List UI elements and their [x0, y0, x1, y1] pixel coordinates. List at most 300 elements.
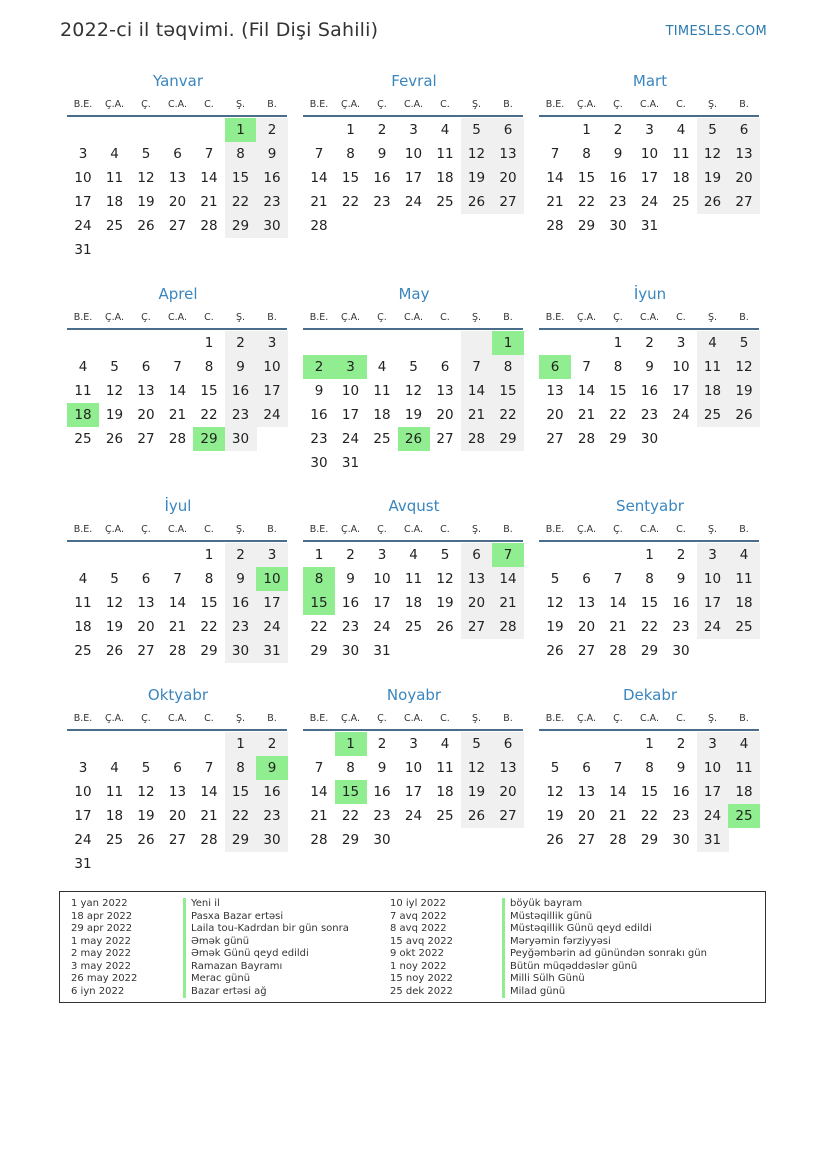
day-cell: 13: [492, 756, 524, 780]
day-cell: 22: [200, 407, 218, 423]
weekday-header: C.A.: [167, 99, 187, 110]
day-cell: 17: [256, 591, 288, 615]
day-cell: 29: [609, 431, 627, 447]
day-cell: 18: [404, 595, 423, 611]
day-cell: 12: [436, 571, 454, 587]
day-cell: 18: [697, 379, 729, 403]
weekday-header: Ş.: [471, 524, 482, 535]
day-cell: 15: [335, 780, 367, 804]
day-cell: 7: [173, 359, 182, 375]
day-cell: 1: [225, 118, 257, 142]
day-cell: 9: [225, 355, 257, 379]
weekday-header: B.E.: [545, 99, 565, 110]
weekday-header: B.E.: [309, 524, 329, 535]
day-cell: 28: [200, 832, 218, 848]
day-cell: 16: [609, 170, 627, 186]
day-cell: 14: [168, 383, 187, 399]
day-cell: 11: [728, 567, 760, 591]
holiday-name: böyük bayram: [502, 898, 582, 911]
weekday-header: Ş.: [235, 99, 246, 110]
day-cell: 31: [256, 639, 288, 663]
day-cell: 2: [256, 118, 288, 142]
weekday-header: C.: [676, 524, 686, 535]
day-cell: 13: [728, 142, 760, 166]
day-cell: 25: [74, 431, 92, 447]
day-cell: 23: [225, 403, 257, 427]
day-cell: 30: [640, 431, 659, 447]
weekday-header: B.: [739, 524, 749, 535]
day-cell: 15: [225, 166, 257, 190]
day-cell: 26: [105, 431, 124, 447]
month-name: Aprel: [158, 285, 198, 303]
day-cell: 28: [461, 427, 493, 451]
day-cell: 11: [105, 784, 124, 800]
holiday-name: Ramazan Bayramı: [183, 961, 282, 974]
day-cell: 22: [640, 808, 659, 824]
day-cell: 1: [225, 732, 257, 756]
site-link[interactable]: TIMESLES.COM: [665, 24, 767, 39]
weekday-header: B.E.: [73, 99, 93, 110]
day-cell: 10: [404, 146, 423, 162]
day-cell: 24: [74, 218, 92, 234]
header-rule: [539, 729, 759, 731]
day-cell: 25: [728, 615, 760, 639]
weekday-header: Ç.A.: [576, 312, 596, 323]
day-cell: 4: [110, 146, 119, 162]
day-cell: 3: [256, 331, 288, 355]
weekday-header: Ş.: [707, 312, 718, 323]
day-cell: 9: [346, 571, 355, 587]
day-cell: 7: [173, 571, 182, 587]
day-cell: 21: [200, 808, 218, 824]
weekday-header: B.: [503, 524, 513, 535]
weekday-header: Ç.A.: [340, 713, 360, 724]
day-cell: 2: [256, 732, 288, 756]
weekday-header: C.A.: [639, 312, 659, 323]
day-cell: 8: [613, 359, 623, 375]
day-cell: 26: [436, 619, 454, 635]
weekday-header: Ç.: [377, 99, 387, 110]
day-cell: 27: [168, 832, 187, 848]
day-cell: 7: [613, 571, 623, 587]
day-cell: 2: [377, 736, 387, 752]
day-cell: 30: [256, 828, 288, 852]
day-cell: 8: [645, 571, 654, 587]
day-cell: 5: [440, 547, 450, 563]
day-cell: 3: [377, 547, 387, 563]
day-cell: 5: [550, 760, 560, 776]
day-cell: 18: [74, 619, 92, 635]
day-cell: 16: [256, 780, 288, 804]
day-cell: 28: [168, 431, 187, 447]
day-cell: 23: [672, 619, 690, 635]
day-cell: 19: [105, 407, 124, 423]
day-cell: 5: [461, 732, 493, 756]
day-cell: 6: [492, 732, 524, 756]
day-cell: 22: [577, 194, 596, 210]
day-cell: 26: [105, 643, 124, 659]
day-cell: 24: [404, 808, 423, 824]
day-cell: 26: [546, 832, 564, 848]
day-cell: 4: [110, 760, 119, 776]
day-cell: 4: [440, 122, 450, 138]
day-cell: 30: [672, 832, 690, 848]
day-cell: 6: [728, 118, 760, 142]
month-avqust: [303, 497, 525, 697]
weekday-header: Ç.: [613, 312, 623, 323]
day-cell: 19: [137, 194, 155, 210]
weekday-header: Ç.: [377, 312, 387, 323]
day-cell: 8: [346, 760, 355, 776]
day-cell: 31: [697, 828, 729, 852]
weekday-header: C.A.: [167, 312, 187, 323]
holiday-name: Müstəqillik Günü qeyd edildi: [502, 923, 652, 936]
weekday-header: B.E.: [309, 99, 329, 110]
day-cell: 19: [105, 619, 124, 635]
day-cell: 4: [728, 543, 760, 567]
day-cell: 3: [335, 355, 367, 379]
month-fevral: [303, 72, 525, 272]
day-cell: 23: [609, 194, 627, 210]
day-cell: 23: [225, 615, 257, 639]
month-sentyabr: [539, 497, 761, 697]
day-cell: 4: [676, 122, 686, 138]
weekday-header: B.E.: [545, 713, 565, 724]
weekday-header: Ç.: [141, 99, 151, 110]
header-rule: [539, 115, 759, 117]
day-cell: 17: [404, 170, 423, 186]
day-cell: 18: [373, 407, 391, 423]
day-cell: 12: [461, 756, 493, 780]
day-cell: 3: [409, 736, 418, 752]
day-cell: 4: [377, 359, 387, 375]
holiday-date: 9 okt 2022: [390, 948, 444, 959]
day-cell: 4: [409, 547, 418, 563]
day-cell: 16: [256, 166, 288, 190]
day-cell: 13: [168, 784, 187, 800]
day-cell: 9: [676, 760, 686, 776]
holiday-date: 6 iyn 2022: [71, 985, 125, 997]
day-cell: 11: [436, 146, 454, 162]
day-cell: 4: [440, 736, 450, 752]
weekday-header: C.: [204, 524, 214, 535]
day-cell: 14: [310, 170, 328, 186]
day-cell: 21: [461, 403, 493, 427]
holiday-date: 2 may 2022: [71, 948, 131, 959]
day-cell: 20: [436, 407, 454, 423]
weekday-header: Ç.A.: [340, 312, 360, 323]
day-cell: 19: [137, 808, 155, 824]
day-cell: 4: [697, 331, 729, 355]
day-cell: 17: [373, 595, 391, 611]
weekday-header: C.A.: [639, 524, 659, 535]
day-cell: 10: [256, 567, 288, 591]
day-cell: 21: [492, 591, 524, 615]
day-cell: 7: [582, 359, 591, 375]
day-cell: 16: [672, 595, 690, 611]
day-cell: 27: [577, 643, 596, 659]
day-cell: 21: [168, 407, 187, 423]
page-title: 2022-ci il təqvimi. (Fil Dişi Sahili): [60, 19, 379, 41]
day-cell: 4: [78, 359, 88, 375]
day-cell: 20: [137, 619, 155, 635]
weekday-header: C.A.: [639, 99, 659, 110]
day-cell: 27: [492, 190, 524, 214]
holiday-date: 8 avq 2022: [390, 923, 447, 934]
day-cell: 8: [303, 567, 335, 591]
day-cell: 21: [577, 407, 596, 423]
day-cell: 9: [613, 146, 623, 162]
day-cell: 12: [105, 383, 124, 399]
day-cell: 3: [697, 732, 729, 756]
month-dekabr: [539, 686, 761, 886]
day-cell: 21: [609, 619, 627, 635]
day-cell: 8: [492, 355, 524, 379]
day-cell: 25: [728, 804, 760, 828]
weekday-header: Ç.: [377, 524, 387, 535]
weekday-header: Ç.A.: [104, 713, 124, 724]
month-noyabr: [303, 686, 525, 886]
holiday-date: 26 may 2022: [71, 973, 138, 984]
day-cell: 29: [225, 828, 257, 852]
day-cell: 9: [256, 142, 288, 166]
day-cell: 6: [582, 760, 591, 776]
day-cell: 5: [728, 331, 760, 355]
day-cell: 10: [404, 760, 423, 776]
weekday-header: B.: [267, 99, 277, 110]
day-cell: 16: [225, 591, 257, 615]
day-cell: 26: [398, 427, 430, 451]
day-cell: 21: [310, 808, 328, 824]
day-cell: 9: [676, 571, 686, 587]
weekday-header: Ç.: [141, 312, 151, 323]
day-cell: 8: [204, 571, 214, 587]
day-cell: 14: [461, 379, 493, 403]
day-cell: 14: [200, 170, 218, 186]
day-cell: 18: [105, 808, 124, 824]
day-cell: 12: [404, 383, 423, 399]
weekday-header: Ç.A.: [340, 99, 360, 110]
weekday-header: B.: [739, 99, 749, 110]
holiday-date: 25 dek 2022: [390, 985, 453, 997]
month-name: Mart: [632, 72, 668, 90]
weekday-header: C.: [676, 99, 686, 110]
day-cell: 21: [609, 808, 627, 824]
day-cell: 1: [335, 732, 367, 756]
day-cell: 6: [492, 118, 524, 142]
day-cell: 21: [200, 194, 218, 210]
day-cell: 20: [168, 808, 187, 824]
day-cell: 29: [200, 643, 218, 659]
day-cell: 21: [310, 194, 328, 210]
weekday-header: Ş.: [707, 524, 718, 535]
weekday-header: C.A.: [167, 524, 187, 535]
day-cell: 18: [672, 170, 690, 186]
day-cell: 28: [310, 832, 328, 848]
day-cell: 6: [141, 359, 151, 375]
day-cell: 23: [256, 190, 288, 214]
day-cell: 15: [200, 595, 218, 611]
day-cell: 3: [645, 122, 654, 138]
day-cell: 8: [346, 146, 355, 162]
day-cell: 20: [168, 194, 187, 210]
day-cell: 27: [436, 431, 454, 447]
day-cell: 4: [728, 732, 760, 756]
weekday-header: Ç.A.: [576, 524, 596, 535]
day-cell: 20: [728, 166, 760, 190]
weekday-header: C.: [204, 713, 214, 724]
weekday-header: Ç.A.: [104, 312, 124, 323]
holiday-name: Laila tou-Kadrdan bir gün sonra: [183, 923, 349, 936]
weekday-header: B.: [739, 312, 749, 323]
header-rule: [67, 540, 287, 542]
day-cell: 10: [697, 756, 729, 780]
day-cell: 13: [546, 383, 564, 399]
day-cell: 13: [137, 595, 155, 611]
day-cell: 26: [461, 804, 493, 828]
day-cell: 10: [256, 355, 288, 379]
weekday-header: B.E.: [545, 312, 565, 323]
weekday-header: Ç.: [141, 713, 151, 724]
month-name: May: [398, 285, 430, 303]
weekday-header: C.A.: [403, 312, 423, 323]
day-cell: 20: [137, 407, 155, 423]
weekday-header: Ç.A.: [340, 524, 360, 535]
day-cell: 5: [110, 571, 119, 587]
month-mart: [539, 72, 761, 272]
day-cell: 18: [728, 780, 760, 804]
holiday-name: Bütün müqəddəslər günü: [502, 961, 637, 974]
day-cell: 30: [609, 218, 627, 234]
day-cell: 1: [314, 547, 324, 563]
day-cell: 30: [373, 832, 391, 848]
day-cell: 8: [645, 760, 654, 776]
day-cell: 24: [341, 431, 360, 447]
weekday-header: Ç.A.: [104, 99, 124, 110]
day-cell: 14: [609, 595, 627, 611]
day-cell: 15: [200, 383, 218, 399]
day-cell: 7: [204, 760, 214, 776]
day-cell: 3: [676, 335, 686, 351]
day-cell: 24: [697, 804, 729, 828]
weekday-header: B.: [267, 524, 277, 535]
weekday-header: B.E.: [545, 524, 565, 535]
holiday-list: [59, 891, 766, 1003]
day-cell: 6: [440, 359, 450, 375]
month-yanvar: [67, 72, 289, 272]
day-cell: 22: [225, 804, 257, 828]
weekday-header: B.: [267, 713, 277, 724]
month-name: Dekabr: [622, 686, 678, 704]
day-cell: 31: [373, 643, 391, 659]
month-name: İyul: [164, 497, 192, 515]
weekday-header: Ç.A.: [576, 99, 596, 110]
weekday-header: Ş.: [235, 524, 246, 535]
day-cell: 22: [341, 194, 360, 210]
day-cell: 18: [105, 194, 124, 210]
day-cell: 27: [577, 832, 596, 848]
day-cell: 23: [256, 804, 288, 828]
day-cell: 8: [225, 756, 257, 780]
day-cell: 17: [672, 383, 690, 399]
header-rule: [539, 540, 759, 542]
day-cell: 20: [546, 407, 564, 423]
day-cell: 10: [341, 383, 360, 399]
day-cell: 21: [546, 194, 564, 210]
holiday-date: 3 may 2022: [71, 960, 131, 972]
day-cell: 15: [577, 170, 596, 186]
day-cell: 3: [78, 146, 88, 162]
day-cell: 14: [200, 784, 218, 800]
day-cell: 23: [640, 407, 659, 423]
day-cell: 19: [546, 619, 564, 635]
day-cell: 25: [74, 643, 92, 659]
day-cell: 11: [373, 383, 391, 399]
day-cell: 11: [436, 760, 454, 776]
day-cell: 20: [492, 780, 524, 804]
day-cell: 24: [672, 407, 690, 423]
weekday-header: C.: [440, 713, 450, 724]
day-cell: 1: [346, 122, 355, 138]
day-cell: 9: [377, 146, 387, 162]
month-i̇yul: [67, 497, 289, 697]
day-cell: 8: [225, 142, 257, 166]
holiday-date: 18 apr 2022: [71, 910, 133, 922]
day-cell: 17: [74, 194, 92, 210]
day-cell: 29: [492, 427, 524, 451]
day-cell: 11: [728, 756, 760, 780]
day-cell: 2: [225, 331, 257, 355]
day-cell: 6: [173, 760, 182, 776]
weekday-header: B.: [503, 713, 513, 724]
day-cell: 9: [645, 359, 654, 375]
holiday-date: 15 noy 2022: [390, 973, 453, 984]
holiday-date: 29 apr 2022: [71, 923, 133, 934]
day-cell: 25: [105, 218, 124, 234]
holiday-date: 10 iyl 2022: [390, 898, 447, 909]
header-rule: [67, 328, 287, 330]
month-i̇yun: [539, 285, 761, 485]
day-cell: 19: [436, 595, 454, 611]
header-rule: [303, 115, 523, 117]
day-cell: 24: [74, 832, 92, 848]
holiday-date: 1 noy 2022: [390, 960, 447, 972]
day-cell: 13: [492, 142, 524, 166]
day-cell: 28: [168, 643, 187, 659]
weekday-header: Ç.A.: [576, 713, 596, 724]
day-cell: 17: [697, 591, 729, 615]
day-cell: 7: [204, 146, 214, 162]
day-cell: 15: [640, 784, 659, 800]
day-cell: 13: [577, 784, 596, 800]
weekday-header: B.: [503, 99, 513, 110]
day-cell: 6: [539, 355, 571, 379]
weekday-header: Ş.: [471, 99, 482, 110]
day-cell: 14: [310, 784, 328, 800]
day-cell: 2: [676, 547, 686, 563]
day-cell: 12: [546, 784, 564, 800]
day-cell: 1: [645, 736, 654, 752]
day-cell: 19: [461, 166, 493, 190]
day-cell: 29: [225, 214, 257, 238]
day-cell: 2: [676, 736, 686, 752]
day-cell: 25: [373, 431, 391, 447]
day-cell: 14: [577, 383, 596, 399]
day-cell: 22: [310, 619, 328, 635]
day-cell: 28: [546, 218, 564, 234]
day-cell: 27: [728, 190, 760, 214]
day-cell: 15: [640, 595, 659, 611]
